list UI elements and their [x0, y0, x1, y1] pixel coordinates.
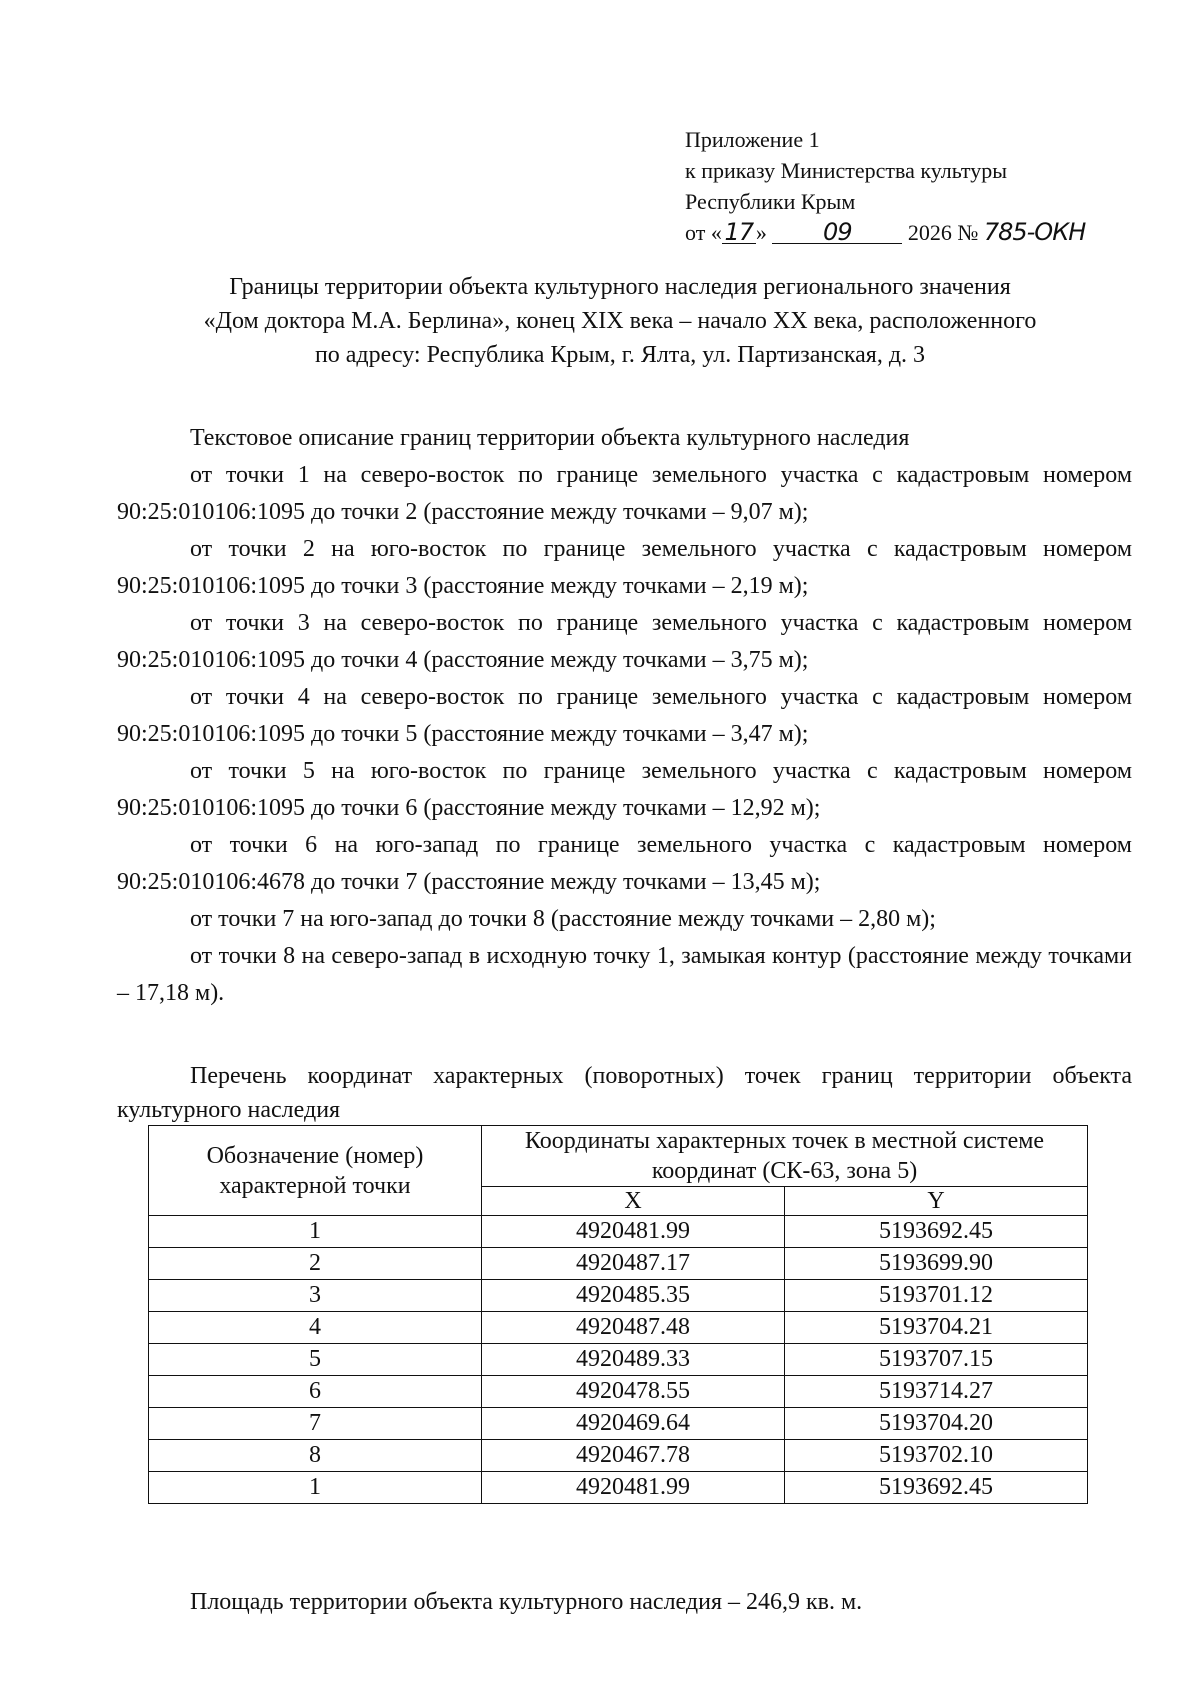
point-number: 2	[149, 1248, 482, 1280]
title-line-1: Границы территории объекта культурного наследия регионального значения	[229, 274, 1011, 300]
table-row	[149, 1312, 1088, 1344]
handwritten-month: 09	[772, 221, 902, 244]
point-number: 8	[149, 1440, 482, 1472]
x-value: 4920481.99	[482, 1472, 785, 1504]
boundary-description	[117, 420, 1132, 1012]
point-number: 1	[149, 1216, 482, 1248]
y-value: 5193707.15	[784, 1344, 1087, 1376]
y-value: 5193714.27	[784, 1376, 1087, 1408]
x-value: 4920469.64	[482, 1408, 785, 1440]
coordinates-table	[148, 1125, 1088, 1504]
number-sign: №	[957, 220, 979, 245]
table-row	[149, 1344, 1088, 1376]
description-paragraph: от точки 8 на северо-запад в исходную точку 1, замыкая контур (расстояние между точками – 17,18 м).	[117, 943, 1132, 1006]
point-number: 7	[149, 1408, 482, 1440]
x-value: 4920487.48	[482, 1312, 785, 1344]
y-value: 5193704.20	[784, 1408, 1087, 1440]
x-value: 4920489.33	[482, 1344, 785, 1376]
y-value: 5193699.90	[784, 1248, 1087, 1280]
description-paragraph: от точки 4 на северо-восток по границе земельного участка с кадастровым номером 90:25:010106:1095 до точки 5 (расстояние между точками – 3,47 м);	[117, 684, 1132, 747]
handwritten-day: 17	[722, 221, 756, 244]
appendix-label: Приложение 1	[685, 127, 820, 152]
point-number-header: Обозначение (номер) характерной точки	[149, 1126, 482, 1216]
point-number: 6	[149, 1376, 482, 1408]
order-reference: к приказу Министерства культуры	[685, 158, 1008, 183]
description-heading: Текстовое описание границ территории объекта культурного наследия	[190, 425, 910, 451]
table-row	[149, 1376, 1088, 1408]
table-row	[149, 1472, 1088, 1504]
x-value: 4920481.99	[482, 1216, 785, 1248]
description-paragraph: от точки 2 на юго-восток по границе земельного участка с кадастровым номером 90:25:010106:1095 до точки 3 (расстояние между точками – 2,19 м);	[117, 536, 1132, 599]
table-row	[149, 1408, 1088, 1440]
title-line-2: «Дом доктора М.А. Берлина», конец XIX века – начало XX века, расположенного	[203, 308, 1037, 334]
description-paragraph: от точки 6 на юго-запад по границе земельного участка с кадастровым номером 90:25:010106:4678 до точки 7 (расстояние между точками – 13,45 м);	[117, 832, 1132, 895]
date-quote-close: »	[755, 220, 767, 245]
point-number: 5	[149, 1344, 482, 1376]
coordinates-group-header: Координаты характерных точек в местной системе координат (СК-63, зона 5)	[482, 1126, 1088, 1187]
handwritten-order-number: 785-ОКН	[983, 218, 1086, 246]
y-value: 5193692.45	[784, 1216, 1087, 1248]
order-year: 2026	[907, 220, 952, 245]
table-row	[149, 1280, 1088, 1312]
point-number: 1	[149, 1472, 482, 1504]
x-value: 4920467.78	[482, 1440, 785, 1472]
table-row	[149, 1216, 1088, 1248]
description-paragraph: от точки 1 на северо-восток по границе земельного участка с кадастровым номером 90:25:010106:1095 до точки 2 (расстояние между точками – 9,07 м);	[117, 462, 1132, 525]
point-number: 3	[149, 1280, 482, 1312]
description-paragraph: от точки 5 на юго-восток по границе земельного участка с кадастровым номером 90:25:010106:1095 до точки 6 (расстояние между точками – 12,92 м);	[117, 758, 1132, 821]
y-header: Y	[784, 1187, 1087, 1216]
table-row	[149, 1248, 1088, 1280]
y-value: 5193701.12	[784, 1280, 1087, 1312]
table-row	[149, 1440, 1088, 1472]
order-date-line	[685, 217, 1085, 248]
appendix-header	[685, 124, 1085, 248]
y-value: 5193702.10	[784, 1440, 1087, 1472]
date-prefix: от «	[685, 220, 722, 245]
x-value: 4920485.35	[482, 1280, 785, 1312]
y-value: 5193704.21	[784, 1312, 1087, 1344]
description-paragraph: от точки 3 на северо-восток по границе земельного участка с кадастровым номером 90:25:010106:1095 до точки 4 (расстояние между точками – 3,75 м);	[117, 610, 1132, 673]
title-line-3: по адресу: Республика Крым, г. Ялта, ул. Партизанская, д. 3	[314, 342, 926, 368]
document-title	[110, 270, 1130, 372]
x-header: X	[482, 1187, 785, 1216]
x-value: 4920487.17	[482, 1248, 785, 1280]
territory-area: Площадь территории объекта культурного наследия – 246,9 кв. м.	[190, 1589, 863, 1615]
description-paragraph: от точки 7 на юго-запад до точки 8 (расстояние между точками – 2,80 м);	[190, 906, 936, 932]
coordinates-heading: Перечень координат характерных (поворотных) точек границ территории объекта культурного наследия	[117, 1063, 1132, 1123]
x-value: 4920478.55	[482, 1376, 785, 1408]
y-value: 5193692.45	[784, 1472, 1087, 1504]
table-header-row	[149, 1126, 1088, 1187]
ministry-region: Республики Крым	[685, 189, 856, 214]
point-number: 4	[149, 1312, 482, 1344]
